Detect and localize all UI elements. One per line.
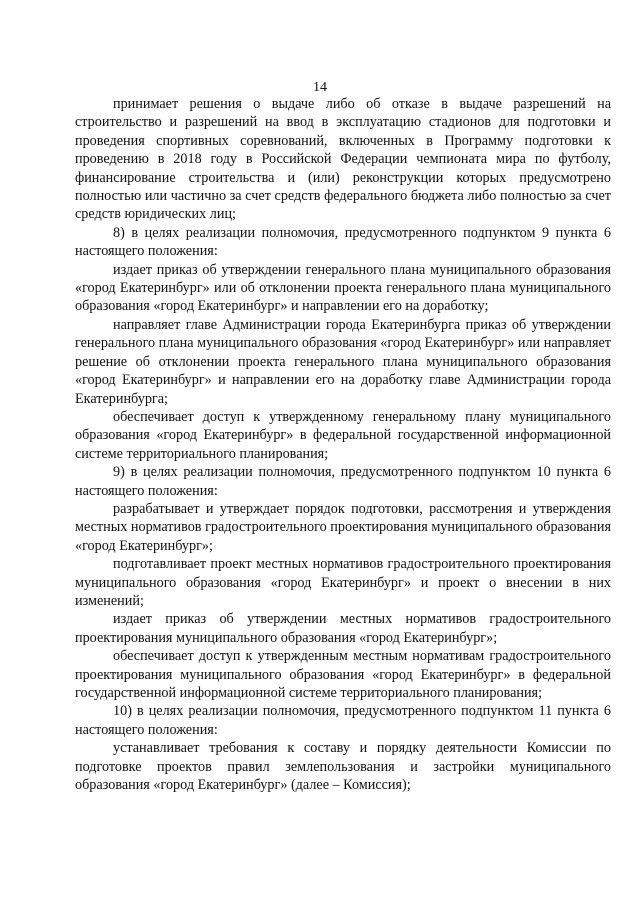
paragraph: направляет главе Администрации города Екатеринбурга приказ об утверждении генерального плана муниципального образования «город Екатеринбург» или направляет решение об отклонении проекта генерального плана муниципального образования «город Екатеринбург» и направлении его на доработку главе Администрации города Екатеринбурга; <box>75 316 611 407</box>
paragraph: обеспечивает доступ к утвержденным местным нормативам градостроительного проектирования муниципального образования «город Екатеринбург» в федеральной государственной информационной системе территориального планирования; <box>75 648 611 701</box>
paragraph: издает приказ об утверждении генерального плана муниципального образования «город Екатеринбург» или об отклонении проекта генерального плана муниципального образования «город Екатеринбург» и направлении его на доработку; <box>75 261 611 315</box>
paragraph: принимает решения о выдаче либо об отказе в выдаче разрешений на строительство и разрешений на ввод в эксплуатацию стадионов для подготовки и проведения спортивных соревнований, включенных в Программу подготовки к проведению в 2018 году в Российской Федерации чемпионата мира по футболу, финансирование строительства и (или) реконструкции которых предусмотрено полностью или частично за счет средств федерального бюджета либо полностью за счет средств юридических лиц; <box>75 96 611 223</box>
document-body <box>75 95 611 794</box>
page-number: 14 <box>313 80 327 95</box>
paragraph: 9) в целях реализации полномочия, предусмотренного подпунктом 10 пункта 6 настоящего положения: <box>75 464 611 499</box>
paragraph: подготавливает проект местных нормативов градостроительного проектирования муниципального образования «город Екатеринбург» и проект о внесении в них изменений; <box>75 556 611 609</box>
paragraph: издает приказ об утверждении местных нормативов градостроительного проектирования муниципального образования «город Екатеринбург»; <box>75 611 611 646</box>
paragraph: разрабатывает и утверждает порядок подготовки, рассмотрения и утверждения местных нормативов градостроительного проектирования муниципального образования «город Екатеринбург»; <box>75 500 611 554</box>
paragraph: 8) в целях реализации полномочия, предусмотренного подпунктом 9 пункта 6 настоящего положения: <box>75 224 611 260</box>
paragraph: 10) в целях реализации полномочия, предусмотренного подпунктом 11 пункта 6 настоящего положения: <box>75 703 611 738</box>
paragraph: обеспечивает доступ к утвержденному генеральному плану муниципального образования «город Екатеринбург» в федеральной государственной информационной системе территориального планирования; <box>75 408 611 462</box>
paragraph: устанавливает требования к составу и порядку деятельности Комиссии по подготовке проектов правил землепользования и застройки муниципального образования «город Екатеринбург» (далее – Комиссия); <box>75 740 611 794</box>
